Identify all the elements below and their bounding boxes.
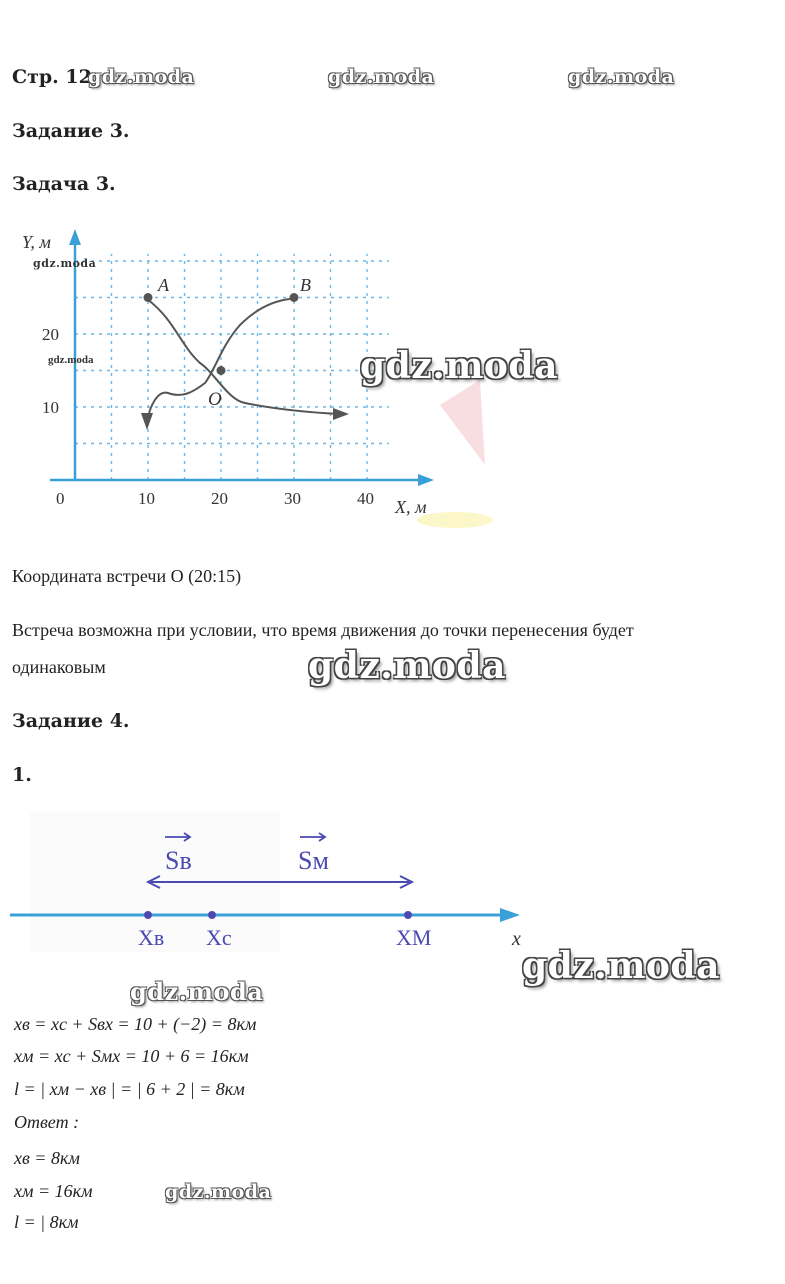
vector-sm-label: Sм [298, 846, 329, 875]
label-xm: XМ [396, 925, 432, 950]
vector-sb-label: Sв [165, 846, 192, 875]
solution-line-3: l = | xм − xв | = | 6 + 2 | = 8км [14, 1079, 245, 1099]
watermark: gdz.moda [568, 66, 675, 88]
axis-x-label: x [512, 928, 521, 950]
solution-line-1: xв = xс + Sвх = 10 + (−2) = 8км [14, 1014, 257, 1034]
point-xc [208, 911, 216, 919]
watermark: gdz.moda [130, 977, 264, 1006]
point-b [290, 293, 299, 302]
label-xc: Xс [206, 925, 232, 950]
x-axis-label: X, м [395, 497, 427, 517]
y-tick-label: 20 [42, 325, 59, 344]
origin-label: 0 [56, 489, 65, 508]
x-tick-label: 30 [284, 489, 301, 508]
x-axis-arrow-icon [418, 474, 434, 486]
watermark: gdz.moda [33, 257, 97, 270]
watermark: gdz.moda [360, 345, 558, 387]
task4-title: Задание 4. [12, 710, 130, 732]
trajectory-a [147, 299, 340, 414]
label-xb: Xв [138, 925, 165, 950]
y-tick-label: 10 [42, 398, 59, 417]
answer-label: Ответ : [14, 1112, 80, 1132]
point-b-label: B [300, 275, 311, 295]
point-xm [404, 911, 412, 919]
x-tick-label: 20 [211, 489, 228, 508]
watermark: gdz.moda [88, 66, 195, 88]
meeting-condition-line1: Встреча возможна при условии, что время движения до точки перенесения будет [12, 620, 634, 640]
x-tick-label: 40 [357, 489, 374, 508]
point-a [144, 293, 153, 302]
answer-xb: xв = 8км [14, 1148, 80, 1168]
y-axis-arrow-icon [69, 229, 81, 245]
solution-line-2: xм = xс + Sмх = 10 + 6 = 16км [14, 1046, 249, 1066]
yellow-smudge [417, 512, 493, 528]
page-label: Стр. 12. [12, 66, 99, 88]
item-1-label: 1. [12, 764, 32, 786]
point-o-label: O [208, 389, 222, 410]
x-tick-label: 10 [138, 489, 155, 508]
task3-title: Задание 3. [12, 120, 130, 142]
watermark: gdz.moda [165, 1181, 272, 1203]
pink-smudge [440, 380, 485, 465]
chart-grid [75, 254, 389, 480]
arrow-right-icon [333, 408, 349, 420]
arrow-down-icon [141, 413, 153, 430]
problem3-title: Задача 3. [12, 173, 116, 195]
axis-arrow-icon [500, 908, 520, 922]
watermark: gdz.moda [48, 354, 94, 366]
number-line-diagram [0, 812, 560, 962]
y-axis-label: Y, м [22, 232, 51, 252]
point-a-label: A [158, 275, 169, 295]
point-xb [144, 911, 152, 919]
watermark: gdz.moda [308, 645, 506, 687]
meeting-condition-line2: одинаковым [12, 657, 106, 677]
answer-l: l = | 8км [14, 1212, 79, 1232]
meeting-coordinate: Координата встречи О (20:15) [12, 566, 242, 586]
watermark: gdz.moda [328, 66, 435, 88]
point-o [217, 366, 226, 375]
answer-xm: xм = 16км [14, 1181, 93, 1201]
watermark: gdz.moda [522, 945, 720, 987]
